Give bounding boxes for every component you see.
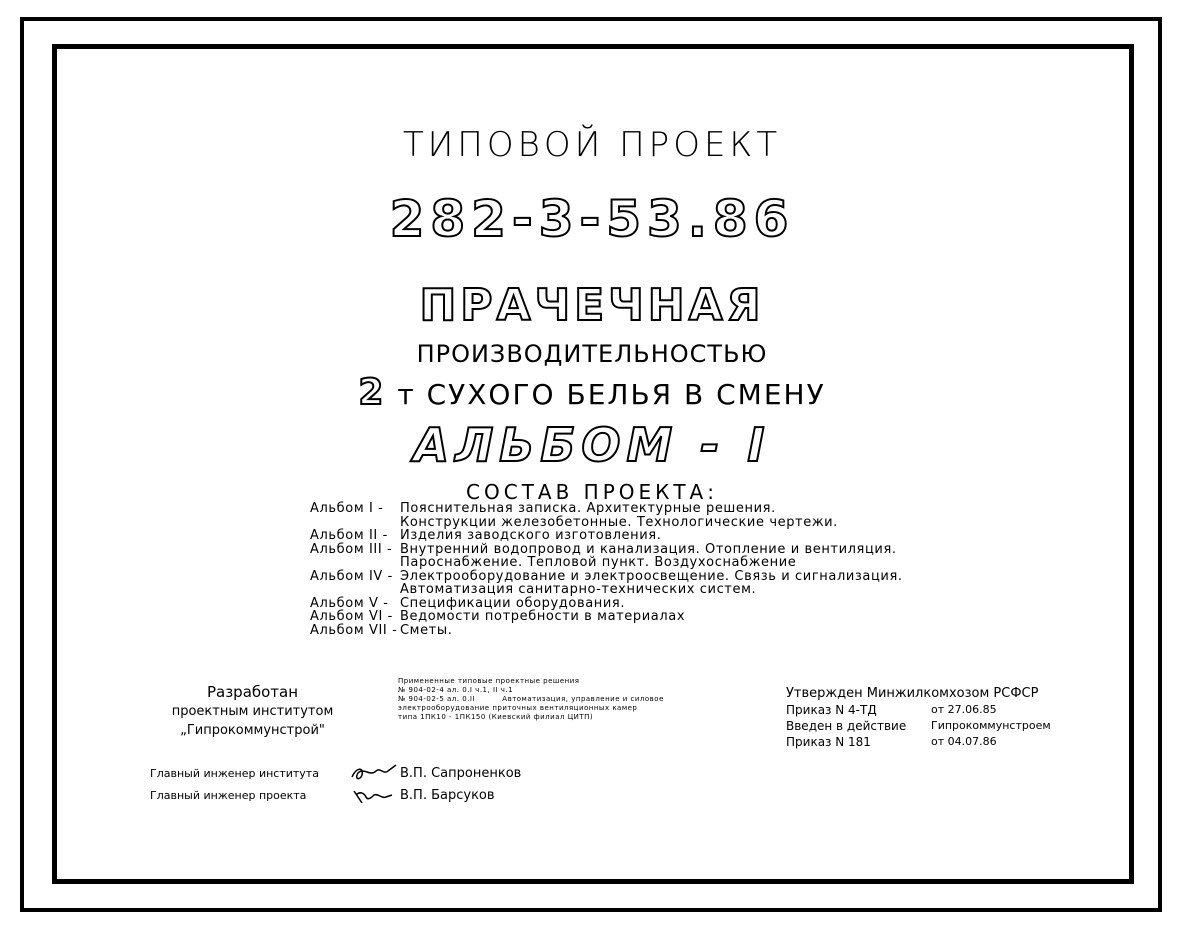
capacity-line-2 — [0, 372, 1184, 413]
album-row — [310, 624, 1010, 638]
signature-role: Главный инженер проекта — [150, 788, 307, 802]
signature-name: В.П. Барсуков — [400, 787, 495, 803]
album-row — [310, 610, 1010, 624]
album-list — [310, 502, 1010, 637]
album-row — [310, 543, 1010, 557]
signatures-block — [150, 762, 570, 806]
signature-row — [150, 762, 570, 784]
project-type: ТИПОВОЙ ПРОЕКТ — [402, 125, 782, 165]
capacity-unit-text: т СУХОГО БЕЛЬЯ В СМЕНУ — [397, 378, 826, 411]
capacity-line-1: ПРОИЗВОДИТЕЛЬНОСТЬЮ — [416, 340, 768, 368]
developer-block — [150, 683, 355, 740]
order-1-label: Приказ N 4-ТД — [786, 703, 877, 717]
album-desc: Внутренний водопровод и канализация. Отопление и вентиляция. — [400, 541, 897, 557]
composition-heading: СОСТАВ ПРОЕКТА: — [466, 480, 718, 504]
applied-solutions: Примененные типовые проектные решения № 904-02-4 ал. 0.I ч.1, II ч.1 № 904-02-5 ал. 0.II Автоматизация, управление и силовое электрооборудование приточных вентиляционных камер типа 1ПК10 - 1ПК150 (Киевский филиал ЦИТП) — [398, 677, 664, 721]
album-desc: Конструкции железобетонные. Технологические чертежи. — [400, 514, 838, 530]
album-label: Альбом V - — [310, 595, 389, 611]
album-row — [310, 597, 1010, 611]
developer-line-2: проектным институтом — [171, 704, 334, 719]
developer-line-1: Разработан — [206, 683, 299, 701]
album-desc: Спецификации оборудования. — [400, 595, 626, 611]
signature-name: В.П. Сапроненков — [400, 765, 522, 781]
signature-row — [150, 784, 570, 806]
approved-by: Утвержден Минжилкомхозом РСФСР — [786, 686, 1039, 701]
album-desc: Пояснительная записка. Архитектурные решения. — [400, 501, 776, 516]
album-row — [310, 556, 1010, 570]
handwritten-signature — [350, 785, 400, 805]
album-row — [310, 502, 1010, 516]
album-row — [310, 583, 1010, 597]
album-title: АЛЬБОМ - I — [413, 418, 771, 472]
album-desc: Автоматизация санитарно-технических систем. — [400, 582, 757, 597]
album-desc: Ведомости потребности в материалах — [400, 609, 686, 624]
order-1-date: от 27.06.85 — [931, 703, 997, 716]
album-desc: Изделия заводского изготовления. — [400, 528, 662, 543]
introduced-label: Введен в действие — [786, 719, 907, 733]
album-desc: Пароснабжение. Тепловой пункт. Воздухоснабжение — [400, 555, 797, 570]
project-name: ПРАЧЕЧНАЯ — [419, 280, 765, 331]
album-label: Альбом I - — [310, 501, 384, 516]
approval-block — [786, 686, 1086, 750]
album-label: Альбом III - — [310, 541, 393, 557]
album-desc: Электрооборудование и электроосвещение. Связь и сигнализация. — [400, 568, 903, 584]
album-row — [310, 516, 1010, 530]
order-2-label: Приказ N 181 — [786, 735, 871, 749]
handwritten-signature — [350, 763, 400, 783]
developer-line-3: „Гипрокоммунстрой" — [180, 723, 325, 738]
album-label: Альбом VI - — [310, 609, 393, 624]
capacity-number: 2 — [358, 372, 386, 413]
album-desc: Сметы. — [400, 622, 453, 638]
album-row — [310, 570, 1010, 584]
album-row — [310, 529, 1010, 543]
signature-role: Главный инженер института — [150, 766, 319, 780]
album-label: Альбом II - — [310, 528, 388, 543]
order-2-date: от 04.07.86 — [931, 735, 997, 748]
album-label: Альбом IV - — [310, 568, 393, 584]
introduced-by: Гипрокоммунстроем — [931, 719, 1051, 732]
album-label: Альбом VII - — [310, 622, 398, 638]
project-number: 282-3-53.86 — [389, 190, 795, 248]
